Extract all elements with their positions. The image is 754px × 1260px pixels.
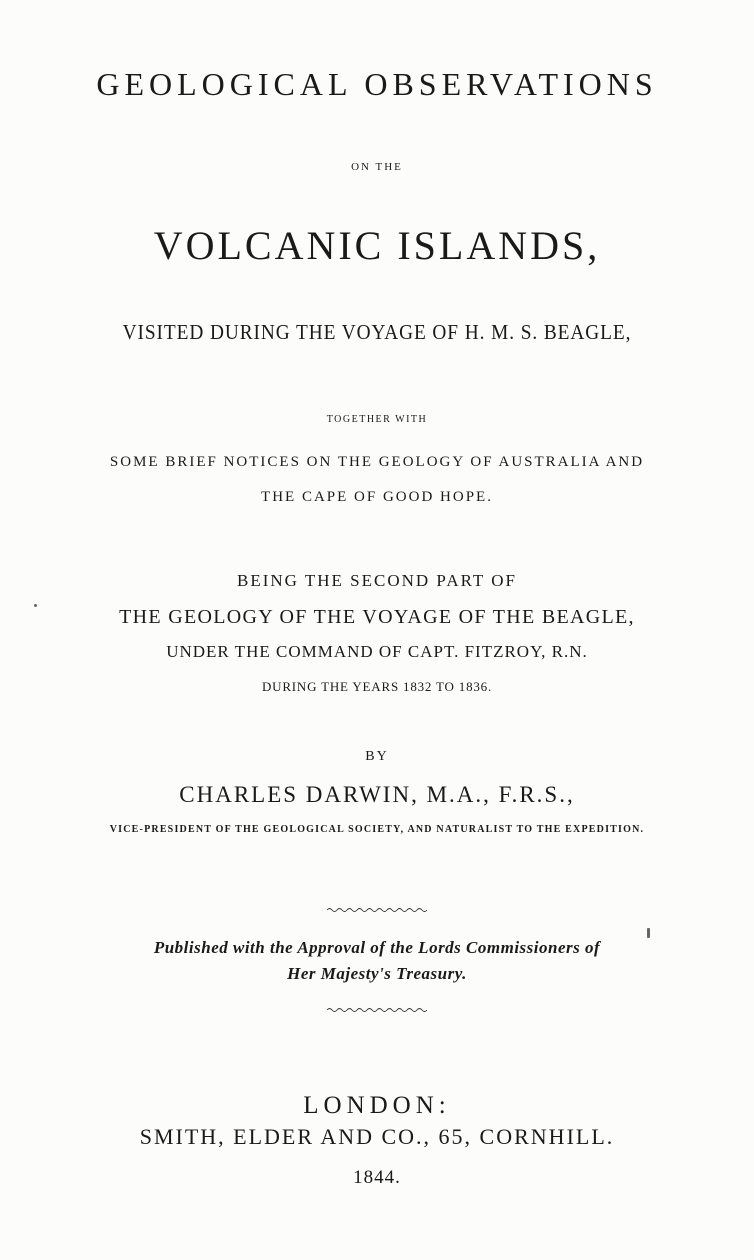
together-with-label: TOGETHER WITH (326, 414, 428, 425)
approval-line-1: Published with the Approval of the Lords Commissioners of (153, 938, 601, 957)
notices-line-1: SOME BRIEF NOTICES ON THE GEOLOGY OF AUSTRALIA AND (109, 454, 645, 470)
author-role: VICE-PRESIDENT OF THE GEOLOGICAL SOCIETY, AND NATURALIST TO THE EXPEDITION. (109, 824, 645, 835)
approval-line-2: Her Majesty's Treasury. (287, 964, 467, 983)
main-title: GEOLOGICAL OBSERVATIONS (96, 66, 658, 102)
series-line-2: THE GEOLOGY OF THE VOYAGE OF THE BEAGLE, (119, 606, 635, 628)
series-line-4: DURING THE YEARS 1832 TO 1836. (261, 679, 493, 694)
on-the-label: ON THE (351, 161, 403, 173)
notices-line-2: THE CAPE OF GOOD HOPE. (261, 489, 493, 505)
ink-speck (647, 928, 650, 938)
imprint-publisher: SMITH, ELDER AND CO., 65, CORNHILL. (139, 1124, 615, 1149)
imprint-year: 1844. (353, 1167, 401, 1188)
visited-line: VISITED DURING THE VOYAGE OF H. M. S. BEAGLE, (122, 320, 632, 344)
series-line-1: BEING THE SECOND PART OF (237, 571, 517, 590)
by-label: BY (365, 749, 389, 764)
wavy-rule-ornament (327, 1006, 427, 1014)
subtitle: VOLCANIC ISLANDS, (153, 223, 601, 268)
series-line-3: UNDER THE COMMAND OF CAPT. FITZROY, R.N. (166, 642, 588, 661)
author-name: CHARLES DARWIN, M.A., F.R.S., (179, 782, 575, 807)
ink-speck (34, 604, 37, 607)
imprint-city: LONDON: (303, 1092, 451, 1119)
wavy-rule-ornament (327, 906, 427, 914)
